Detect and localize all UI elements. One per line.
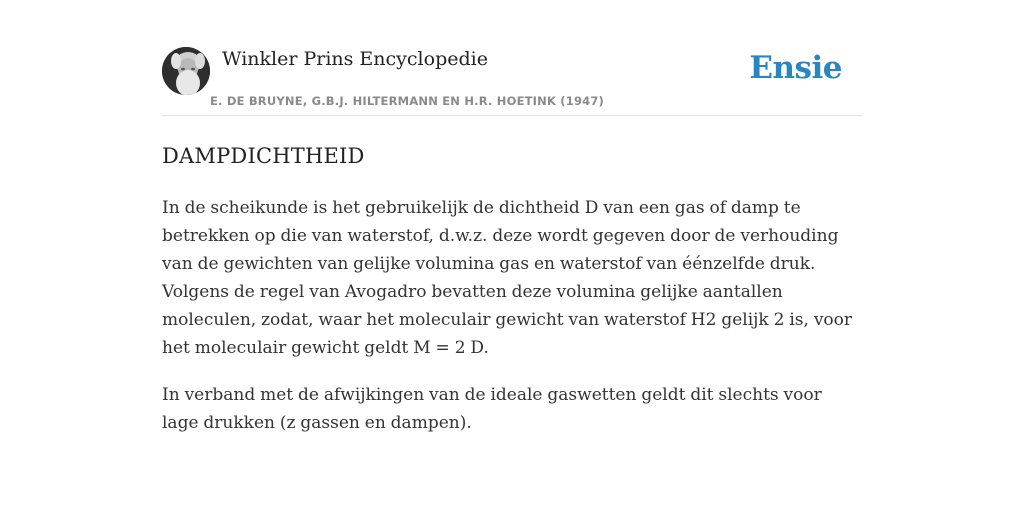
brand-logo[interactable]: Ensie	[749, 50, 842, 86]
author-avatar[interactable]	[162, 47, 210, 95]
author-byline: E. DE BRUYNE, G.B.J. HILTERMANN EN H.R. HOETINK (1947)	[210, 94, 605, 108]
article-paragraph: In de scheikunde is het gebruikelijk de dichtheid D van een gas of damp te betrekken op die van waterstof, d.w.z. deze wordt gegeven door de verhouding van de gewichten van gelijke volumina gas en waterstof van éénzelfde druk. Volgens de regel van Avogadro bevatten deze volumina gelijke aantallen moleculen, zodat, waar het moleculair gewicht van waterstof H2 gelijk 2 is, voor het moleculair gewicht geldt M = 2 D.	[162, 198, 853, 358]
article-title: DAMPDICHTHEID	[162, 144, 365, 168]
content-container	[162, 46, 862, 437]
site-title[interactable]: Winkler Prins Encyclopedie	[222, 48, 488, 70]
header	[162, 46, 862, 116]
article-paragraph: In verband met de afwijkingen van de ideale gaswetten geldt dit slechts voor lage drukken (z gassen en dampen).	[162, 385, 822, 433]
portrait-image	[162, 47, 210, 95]
